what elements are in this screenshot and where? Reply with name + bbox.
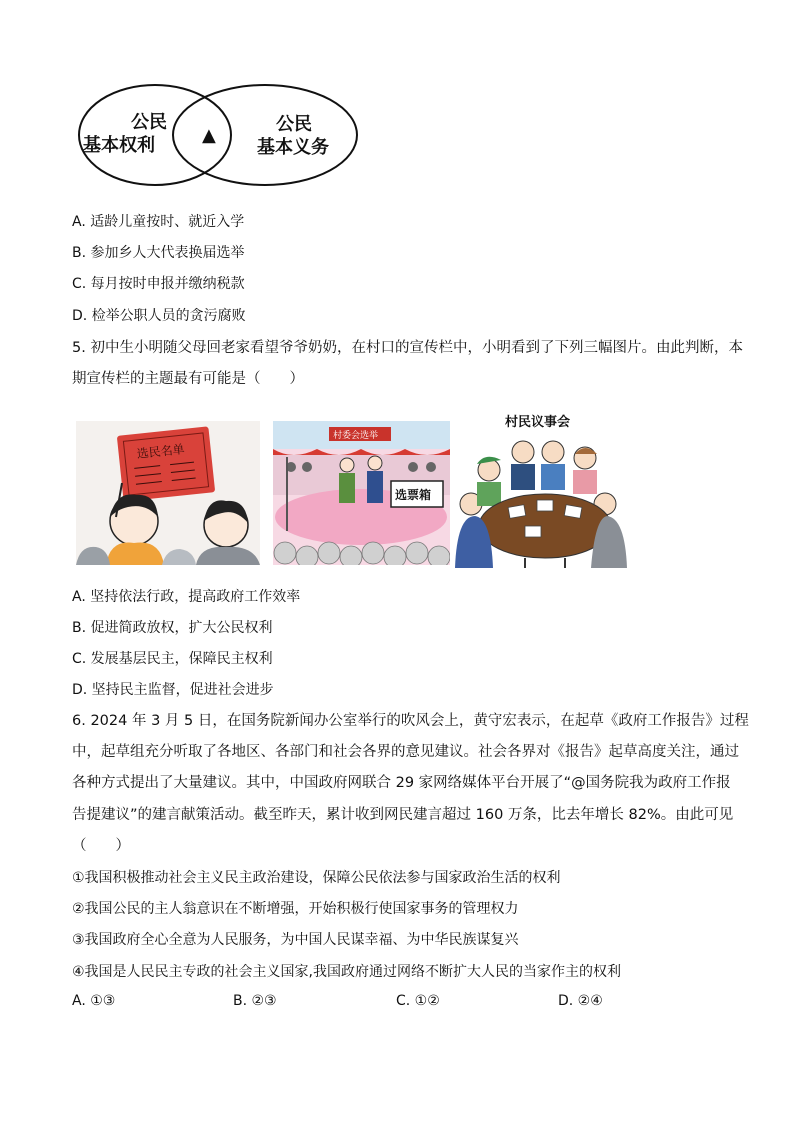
q6-statement-4: ④我国是人民民主专政的社会主义国家,我国政府通过网络不断扩大人民的当家作主的权利: [72, 964, 621, 980]
q4-option-d: D. 检举公职人员的贪污腐败: [72, 308, 246, 324]
q5-stem-line-2: 期宣传栏的主题最有可能是（ ）: [72, 371, 304, 387]
venn-center-symbol: ▲: [202, 125, 216, 146]
venn-right-label-2: 基本义务: [257, 137, 329, 158]
q6-stem-line-2: 中，起草组充分听取了各地区、各部门和社会各界的意见建议。社会各界对《报告》起草高度关注，通过: [72, 744, 739, 760]
q5-option-a: A. 坚持依法行政，提高政府工作效率: [72, 589, 301, 605]
q6-stem-line-1: 6. 2024 年 3 月 5 日，在国务院新闻办公室举行的吹风会上，黄守宏表示，在起草《政府工作报告》过程: [72, 713, 749, 729]
picture-village-election: [273, 421, 450, 565]
q5-option-c: C. 发展基层民主，保障民主权利: [72, 651, 273, 667]
pic2-banner: 村委会选举: [333, 431, 379, 441]
q6-answer-row: [72, 993, 632, 1015]
q6-answer-b: B. ②③: [233, 993, 277, 1009]
q5-option-b: B. 促进简政放权，扩大公民权利: [72, 620, 273, 636]
q6-statement-2: ②我国公民的主人翁意识在不断增强，开始积极行使国家事务的管理权力: [72, 901, 519, 917]
q5-option-d: D. 坚持民主监督，促进社会进步: [72, 682, 274, 698]
q6-stem-line-4: 告提建议”的建言献策活动。截至昨天，累计收到网民建言超过 160 万条，比去年增长 82%。由此可见: [72, 807, 734, 823]
picture-village-council: [455, 408, 627, 568]
q6-answer-d: D. ②④: [558, 993, 603, 1009]
q6-answer-a: A. ①③: [72, 993, 116, 1009]
q6-stem-line-3: 各种方式提出了大量建议。其中，中国政府网联合 29 家网络媒体平台开展了“@国务院我为政府工作报: [72, 775, 731, 791]
venn-right-ellipse: [173, 85, 357, 185]
venn-right-label-1: 公民: [276, 114, 312, 135]
venn-left-label-1: 公民: [131, 112, 167, 133]
q6-stem-line-5: （ ）: [72, 838, 130, 854]
pic2-ballot-box: 选票箱: [395, 488, 432, 502]
q4-option-c: C. 每月按时申报并缴纳税款: [72, 276, 245, 292]
venn-diagram: [76, 82, 366, 190]
q5-stem-line-1: 5. 初中生小明随父母回老家看望爷爷奶奶，在村口的宣传栏中，小明看到了下列三幅图片。由此判断，本: [72, 340, 743, 356]
q4-option-a: A. 适龄儿童按时、就近入学: [72, 214, 245, 230]
venn-left-label-2: 基本权利: [83, 135, 155, 156]
pic1-sign-title: 选民名单: [136, 442, 186, 461]
q6-statement-3: ③我国政府全心全意为人民服务，为中国人民谋幸福、为中华民族谋复兴: [72, 932, 519, 948]
picture-voter-list: [76, 421, 260, 565]
q6-answer-c: C. ①②: [396, 993, 440, 1009]
q4-option-b: B. 参加乡人大代表换届选举: [72, 245, 245, 261]
pic3-title: 村民议事会: [505, 415, 571, 430]
q6-statement-1: ①我国积极推动社会主义民主政治建设，保障公民依法参与国家政治生活的权利: [72, 870, 561, 886]
